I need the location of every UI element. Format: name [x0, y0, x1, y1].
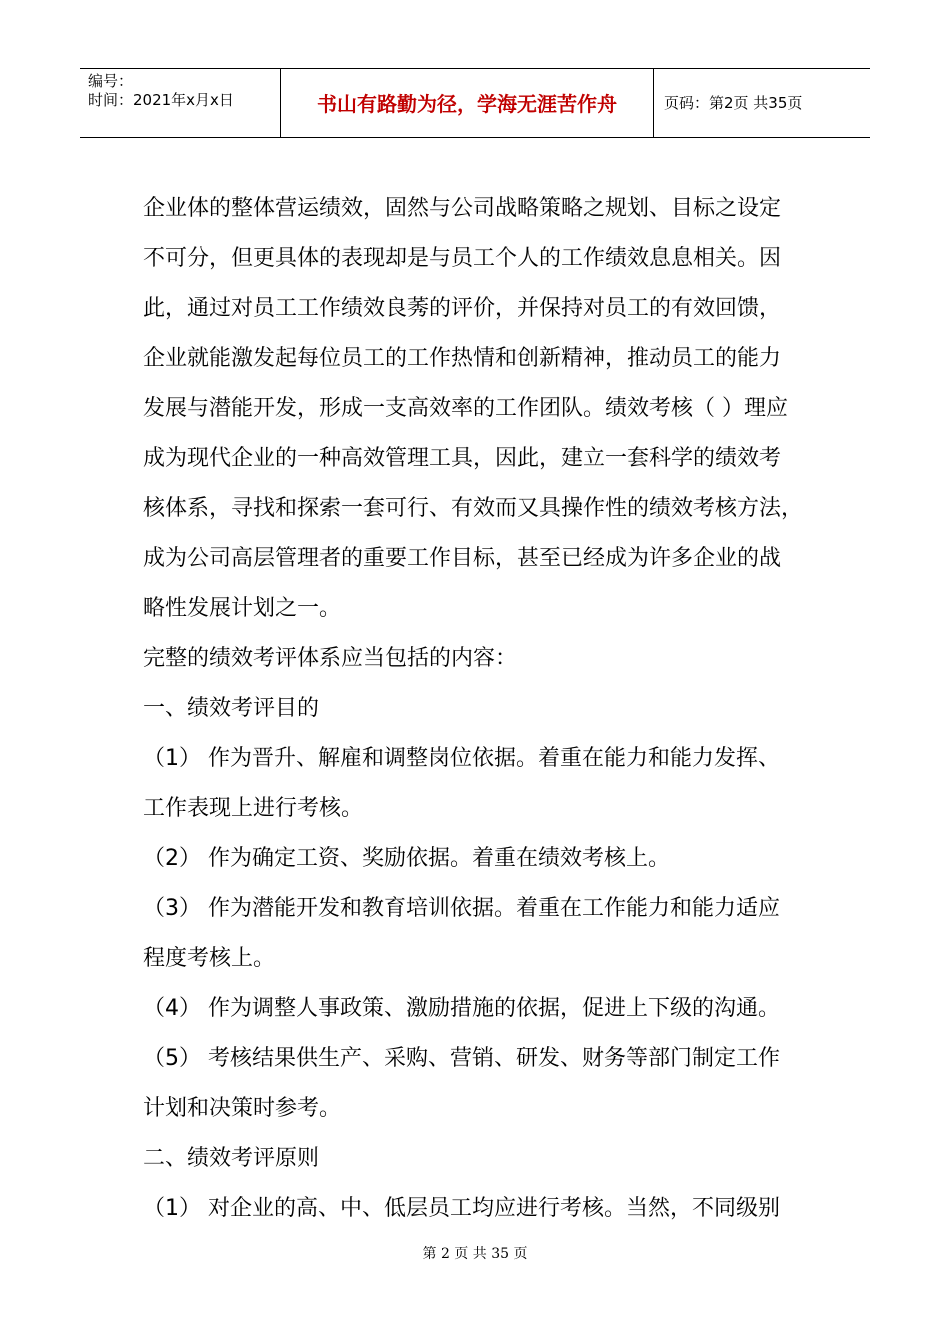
- page-header: [80, 68, 870, 138]
- body-line: 略性发展计划之一。: [143, 596, 342, 621]
- body-line: 此，通过对员工工作绩效良莠的评价，并保持对员工的有效回馈，: [143, 296, 782, 321]
- body-line: 核体系，寻找和探索一套可行、有效而又具操作性的绩效考核方法，: [143, 496, 804, 521]
- body-line: 成为现代企业的一种高效管理工具，因此，建立一套科学的绩效考: [143, 446, 782, 471]
- list-item: （2） 作为确定工资、奖励依据。着重在绩效考核上。: [143, 846, 670, 871]
- list-item: （5） 考核结果供生产、采购、营销、研发、财务等部门制定工作: [143, 1046, 780, 1071]
- header-page-number: 页码：第2页 共35页: [664, 94, 803, 112]
- document-body: [143, 184, 803, 1234]
- body-line: 发展与潜能开发，形成一支高效率的工作团队。绩效考核（ ）理应: [143, 396, 788, 421]
- body-line: 完整的绩效考评体系应当包括的内容：: [143, 646, 518, 671]
- section-heading: 一、绩效考评目的: [143, 696, 320, 721]
- list-item-continuation: 计划和决策时参考。: [143, 1096, 342, 1121]
- list-item: （3） 作为潜能开发和教育培训依据。着重在工作能力和能力适应: [143, 896, 780, 921]
- header-motto-cell: [281, 69, 654, 137]
- body-line: 成为公司高层管理者的重要工作目标，甚至已经成为许多企业的战: [143, 546, 782, 571]
- header-motto: 书山有路勤为径，学海无涯苦作舟: [317, 92, 617, 116]
- list-item: （4） 作为调整人事政策、激励措施的依据，促进上下级的沟通。: [143, 996, 780, 1021]
- body-line: 不可分，但更具体的表现却是与员工个人的工作绩效息息相关。因: [143, 246, 782, 271]
- section-heading: 二、绩效考评原则: [143, 1146, 320, 1171]
- document-number-label: 编号：: [88, 72, 134, 90]
- body-line: 企业体的整体营运绩效，固然与公司战略策略之规划、目标之设定: [143, 196, 782, 221]
- list-item: （1） 对企业的高、中、低层员工均应进行考核。当然，不同级别: [143, 1196, 780, 1221]
- header-page-cell: [654, 69, 870, 137]
- header-info-cell: [80, 69, 281, 137]
- list-item: （1） 作为晋升、解雇和调整岗位依据。着重在能力和能力发挥、: [143, 746, 780, 771]
- body-line: 企业就能激发起每位员工的工作热情和创新精神，推动员工的能力: [143, 346, 782, 371]
- list-item-continuation: 工作表现上进行考核。: [143, 796, 364, 821]
- page-footer: 第 2 页 共 35 页: [422, 1246, 528, 1262]
- list-item-continuation: 程度考核上。: [143, 946, 276, 971]
- document-date-label: 时间：2021年x月x日: [88, 91, 234, 109]
